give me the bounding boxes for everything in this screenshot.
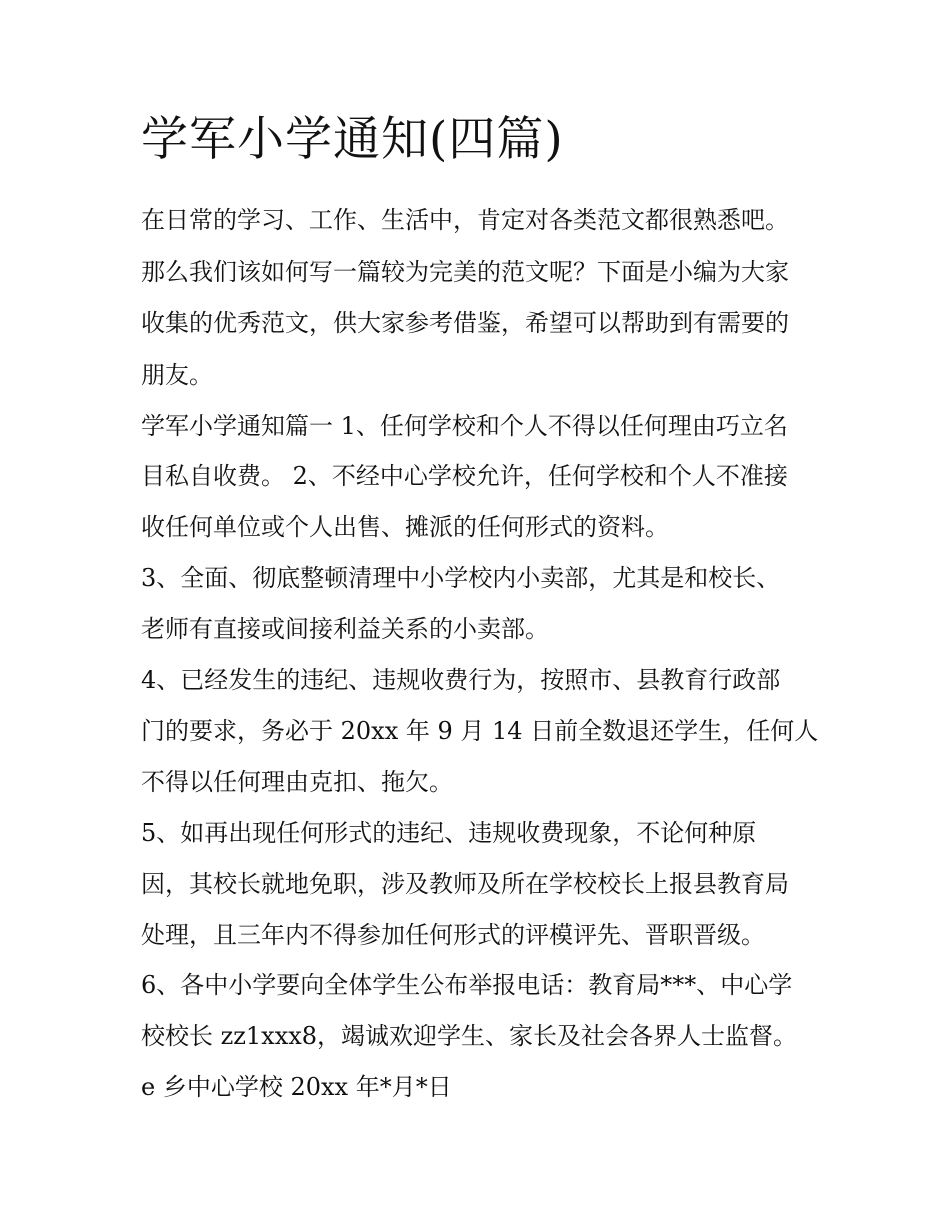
item-4-line-1: 4、已经发生的违纪、违规收费行为，按照市、县教育行政部	[141, 666, 781, 694]
intro-line-4: 朋友。	[141, 361, 213, 389]
item-6-line-2: 校校长 zz1xxx8，竭诚欢迎学生、家长及社会各界人士监督。	[141, 1022, 798, 1050]
item-5-line-3: 处理，且三年内不得参加任何形式的评模评先、晋职晋级。	[141, 921, 765, 949]
item-2-line: 收任何单位或个人出售、摊派的任何形式的资料。	[141, 513, 669, 541]
item-1-line-1: 学军小学通知篇一 1、任何学校和个人不得以任何理由巧立名	[141, 412, 788, 440]
intro-line-3: 收集的优秀范文，供大家参考借鉴，希望可以帮助到有需要的	[141, 309, 789, 337]
item-1-line-2: 目私自收费。 2、不经中心学校允许，任何学校和个人不准接	[141, 462, 788, 490]
intro-line-1: 在日常的学习、工作、生活中，肯定对各类范文都很熟悉吧。	[141, 206, 789, 234]
item-6-line-1: 6、各中小学要向全体学生公布举报电话：教育局***、中心学	[141, 971, 793, 999]
signature-line: e 乡中心学校 20xx 年*月*日	[141, 1073, 452, 1101]
item-5-line-2: 因，其校长就地免职，涉及教师及所在学校校长上报县教育局	[141, 870, 789, 898]
page-title: 学军小学通知(四篇)	[141, 112, 564, 167]
intro-line-2: 那么我们该如何写一篇较为完美的范文呢？下面是小编为大家	[141, 258, 789, 286]
item-4-line-3: 不得以任何理由克扣、拖欠。	[141, 768, 453, 796]
item-3-line-2: 老师有直接或间接利益关系的小卖部。	[141, 615, 549, 643]
item-4-line-2: 门的要求，务必于 20xx 年 9 月 14 日前全数退还学生，任何人	[141, 717, 819, 745]
item-3-line-1: 3、全面、彻底整顿清理中小学校内小卖部，尤其是和校长、	[141, 564, 781, 592]
item-5-line-1: 5、如再出现任何形式的违纪、违规收费现象，不论何种原	[141, 819, 757, 847]
